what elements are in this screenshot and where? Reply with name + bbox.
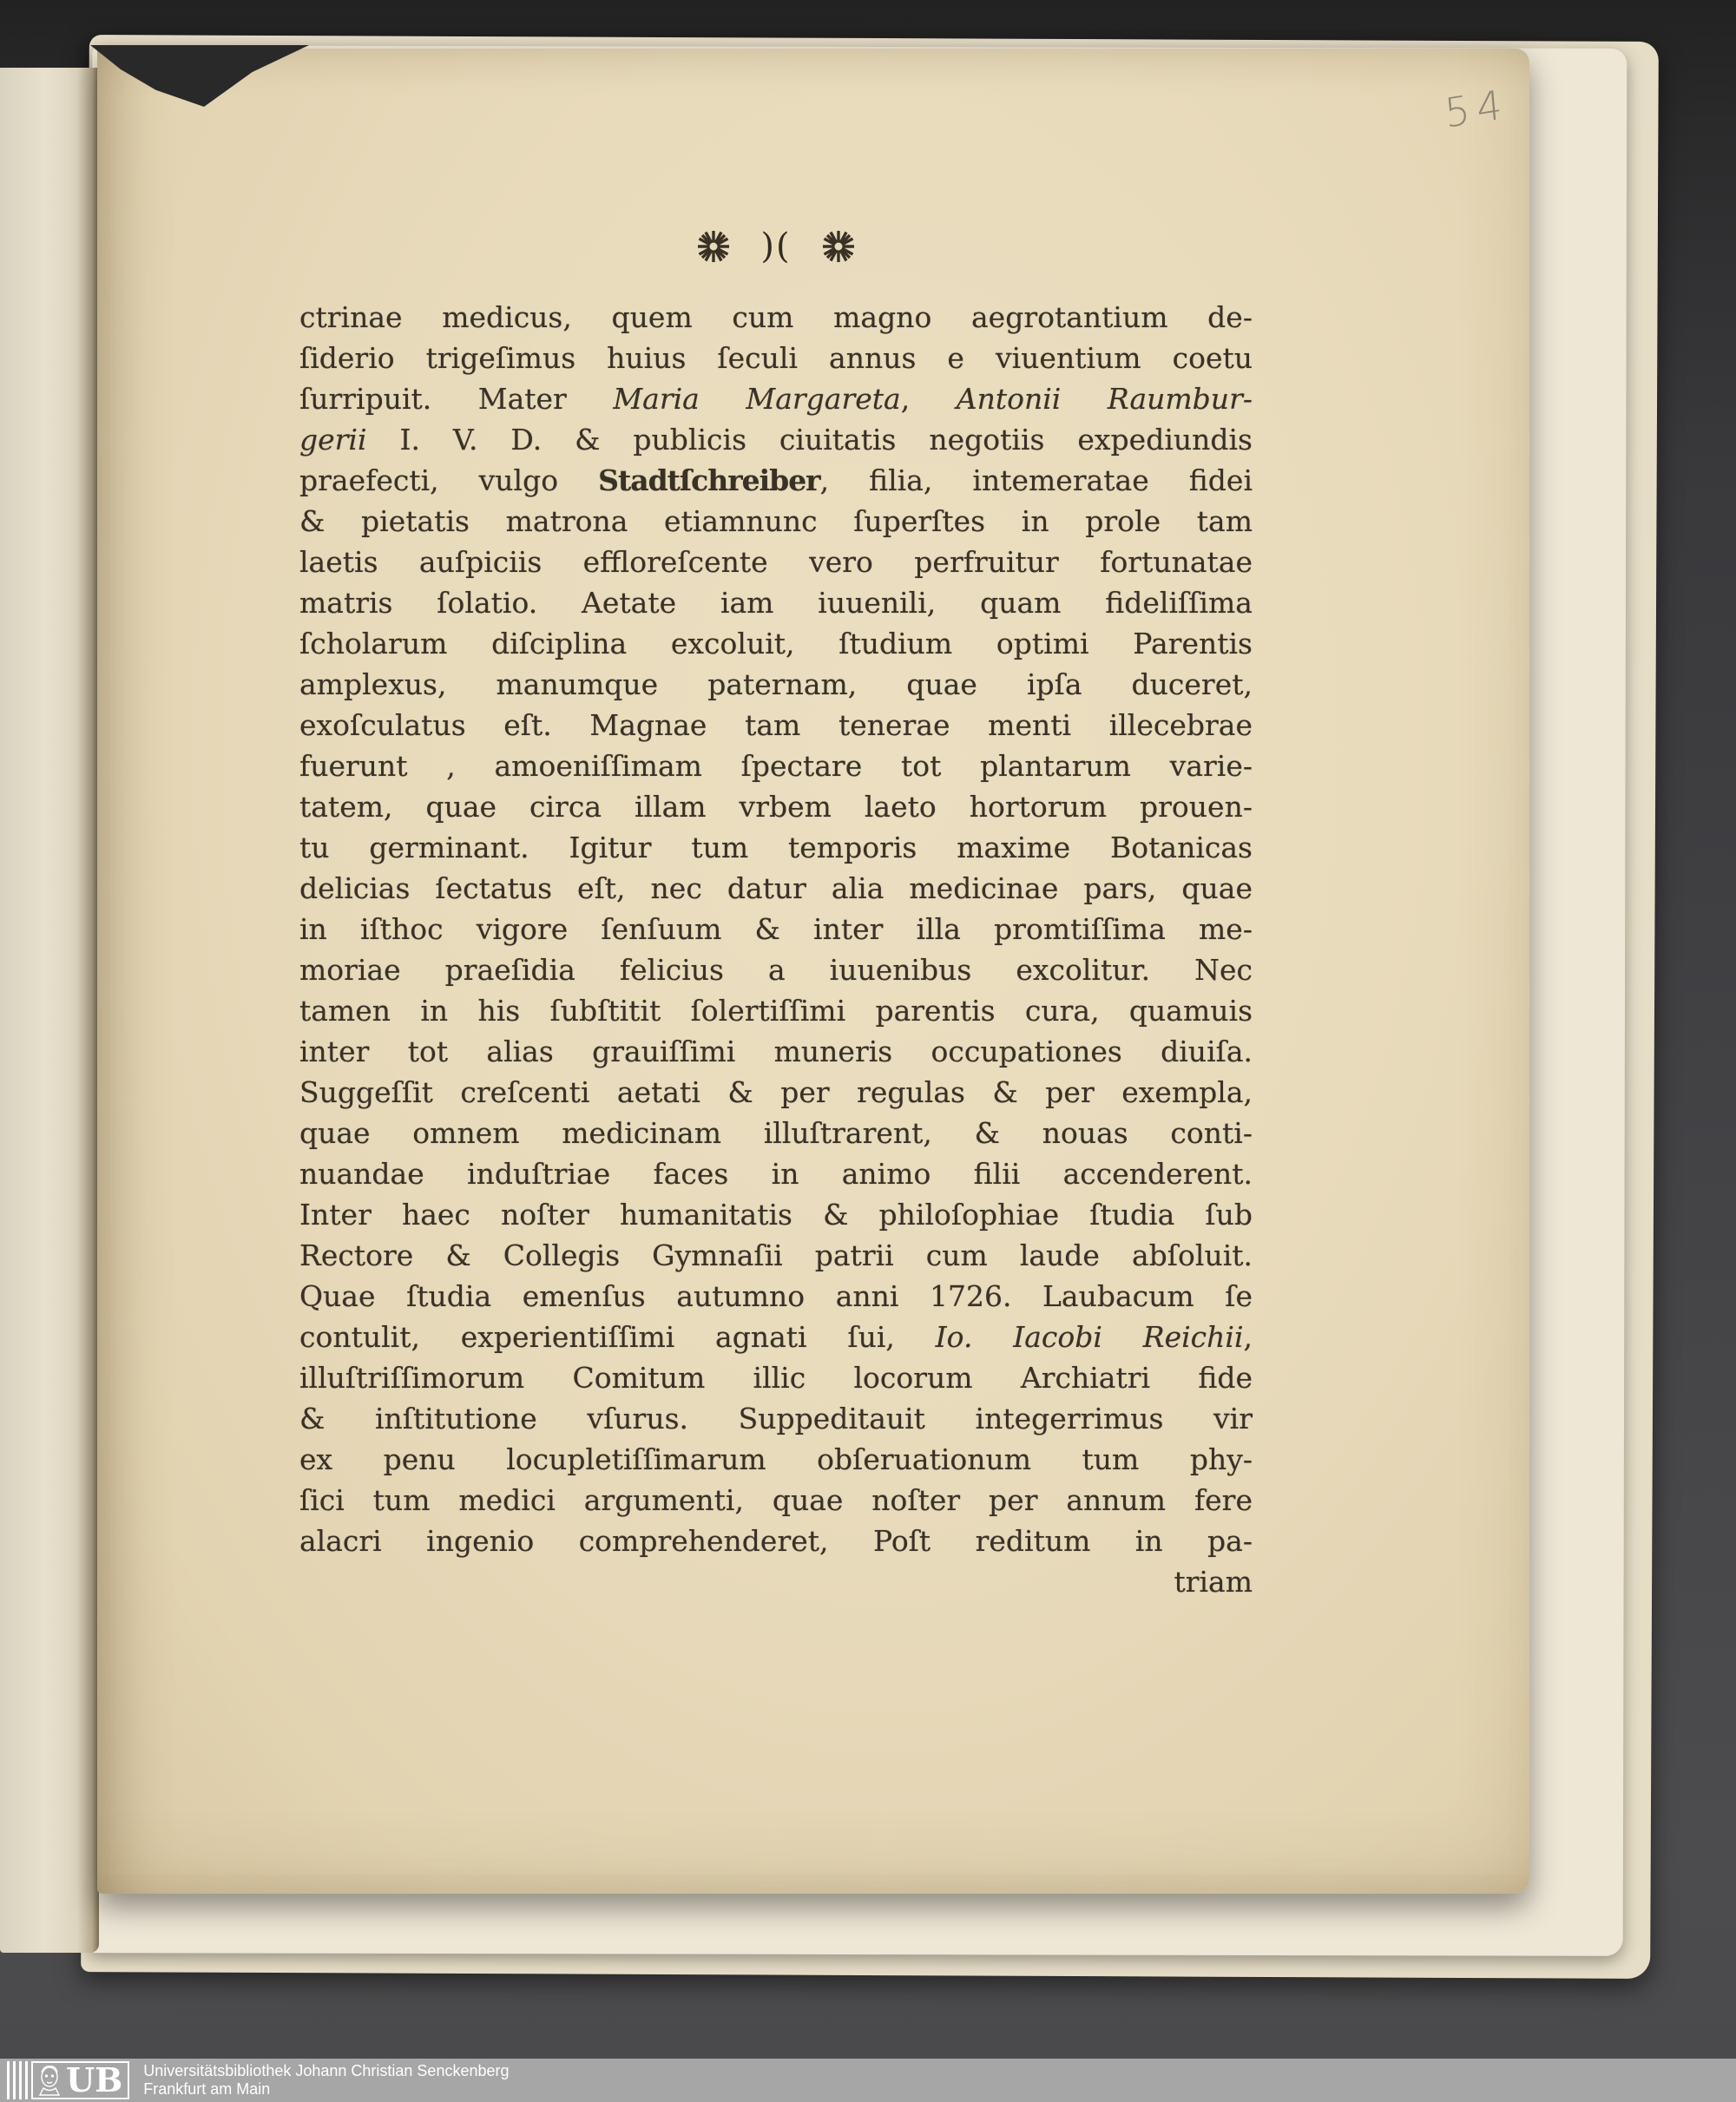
rosette-icon <box>821 229 856 264</box>
library-name-line2: Frankfurt am Main <box>143 2080 271 2098</box>
text-line: illuſtriſſimorum Comitum illic locorum Archiatri fide <box>299 1361 1253 1395</box>
text-line: ſici tum medici argumenti, quae noſter per annum fere <box>299 1483 1253 1517</box>
catchword: triam <box>1174 1565 1253 1599</box>
text-line: fuerunt , amoeniſſimam ſpectare tot plantarum varie- <box>299 749 1253 783</box>
logo-frame <box>31 2061 129 2099</box>
text-line: ſcholarum diſciplina excoluit, ſtudium optimi Parentis <box>299 627 1253 660</box>
logo-acronym: UB <box>66 2060 123 2099</box>
text-line: exoſculatus eſt. Magnae tam tenerae menti illecebrae <box>299 708 1253 742</box>
text-line: laetis auſpiciis effloreſcente vero perfruitur fortunatae <box>299 545 1253 579</box>
library-watermark-bar <box>0 2059 1736 2102</box>
text-line: alacri ingenio comprehenderet, Poſt reditum in pa- <box>299 1524 1253 1558</box>
library-name-line1: Universitätsbibliothek Johann Christian Senckenberg <box>143 2062 510 2079</box>
text-line: matris ſolatio. Aetate iam iuuenili, quam fideliſſima <box>299 586 1253 620</box>
previous-page-edge <box>0 68 99 1953</box>
text-line: tatem, quae circa illam vrbem laeto hortorum prouen- <box>299 790 1253 824</box>
text-line: Quae ſtudia emenſus autumno anni 1726. Laubacum ſe <box>299 1279 1253 1313</box>
text-block <box>299 297 1253 1561</box>
text-line: nuandae induſtriae faces in animo filii accenderent. <box>299 1157 1253 1191</box>
text-line: contulit, experientiſſimi agnati ſui, Io. Iacobi Reichii, <box>299 1320 1253 1354</box>
text-line: moriae praeſidia felicius a iuuenibus excolitur. Nec <box>299 953 1253 987</box>
text-line: quae omnem medicinam illuſtrarent, & nouas conti- <box>299 1116 1253 1150</box>
text-line: ſurripuit. Mater Maria Margareta, Antonii Raumbur- <box>299 382 1253 416</box>
text-line: delicias ſectatus eſt, nec datur alia medicinae pars, quae <box>299 871 1253 905</box>
text-line: gerii I. V. D. & publicis ciuitatis negotiis expediundis <box>299 423 1253 457</box>
senckenberg-portrait-icon <box>36 2064 62 2097</box>
text-line: amplexus, manumque paternam, quae ipſa duceret, <box>299 667 1253 701</box>
text-line: tamen in his ſubſtitit ſolertiſſimi parentis cura, quamuis <box>299 994 1253 1028</box>
text-line: inter tot alias grauiſſimi muneris occupationes diuiſa. <box>299 1035 1253 1068</box>
text-line: & inſtitutione vſurus. Suppeditauit integerrimus vir <box>299 1402 1253 1435</box>
book-pages-icon <box>7 2061 28 2099</box>
text-line: Suggeſſit creſcenti aetati & per regulas & per exempla, <box>299 1075 1253 1109</box>
library-name <box>143 2062 509 2099</box>
text-line: ctrinae medicus, quem cum magno aegrotantium de- <box>299 300 1253 334</box>
text-line: Inter haec noſter humanitatis & philoſophiae ſtudia ſub <box>299 1198 1253 1232</box>
handwritten-folio-number: 54 <box>1443 80 1511 137</box>
text-line: praefecti, vulgo Stadtſchreiber, filia, intemeratae fidei <box>299 463 1253 497</box>
text-line: & pietatis matrona etiamnunc ſuperſtes in prole tam <box>299 504 1253 538</box>
text-line: ſiderio trigeſimus huius ſeculi annus e viuentium coetu <box>299 341 1253 375</box>
header-ornament <box>299 219 1253 274</box>
text-line: ex penu locupletiſſimarum obſeruationum tum phy- <box>299 1442 1253 1476</box>
ornament-separator: )( <box>760 227 792 266</box>
text-line: tu germinant. Igitur tum temporis maxime Botanicas <box>299 831 1253 864</box>
library-logo <box>7 2061 129 2099</box>
text-line: Rectore & Collegis Gymnaſii patrii cum laude abſoluit. <box>299 1238 1253 1272</box>
text-line: in iſthoc vigore ſenſuum & inter illa promtiſſima me- <box>299 912 1253 946</box>
rosette-icon <box>696 229 731 264</box>
